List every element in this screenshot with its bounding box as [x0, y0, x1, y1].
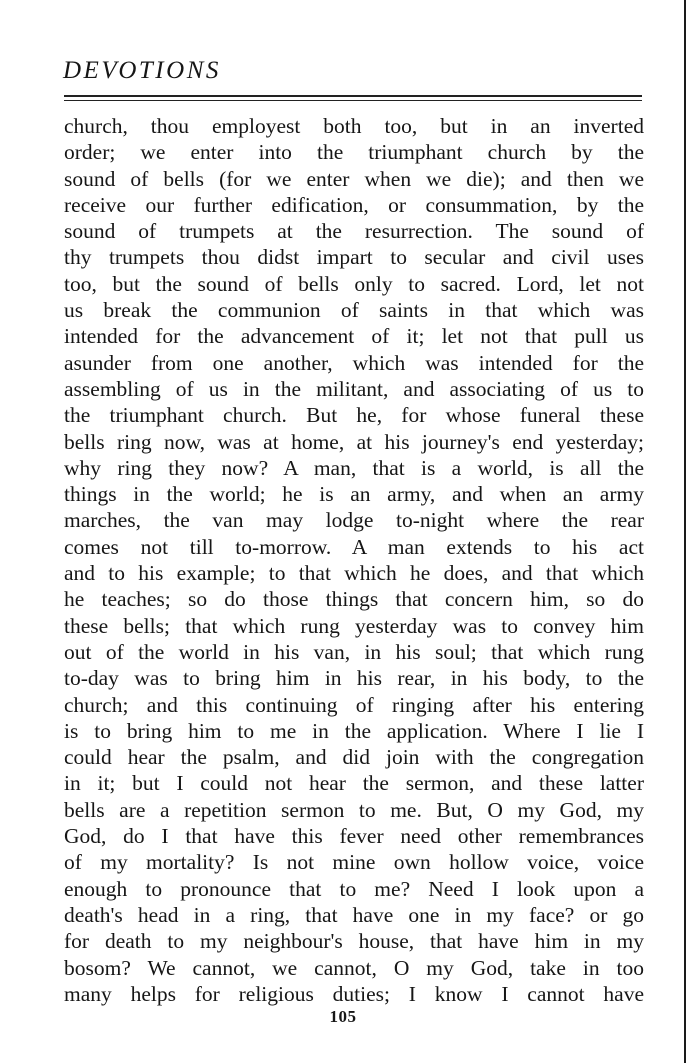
body-text	[64, 113, 644, 1007]
text-line: why ring they now? A man, that is a world, is all the	[64, 455, 644, 480]
header-rule-bottom	[64, 100, 642, 101]
text-line: order; we enter into the triumphant church by the	[64, 140, 644, 165]
text-line: assembling of us in the militant, and associating of us to	[64, 376, 644, 401]
text-line: sound of trumpets at the resurrection. The sound of	[64, 219, 644, 244]
text-line: enough to pronounce that to me? Need I look upon a	[64, 876, 644, 901]
text-line: these bells; that which rung yesterday was to convey him	[64, 613, 644, 638]
text-line: death's head in a ring, that have one in my face? or go	[64, 902, 644, 927]
text-line: for death to my neighbour's house, that have him in my	[64, 929, 644, 954]
text-line: church; and this continuing of ringing after his entering	[64, 692, 644, 717]
text-line: sound of bells (for we enter when we die); and then we	[64, 166, 644, 191]
header-rule-top	[64, 95, 642, 97]
text-line: thy trumpets thou didst impart to secular and civil uses	[64, 245, 644, 270]
text-line: bells are a repetition sermon to me. But, O my God, my	[64, 797, 644, 822]
text-line: bells ring now, was at home, at his journey's end yesterday;	[64, 429, 644, 454]
text-line: comes not till to-morrow. A man extends to his act	[64, 534, 644, 559]
text-line: bosom? We cannot, we cannot, O my God, take in too	[64, 955, 644, 980]
text-line: receive our further edification, or consummation, by the	[64, 192, 644, 217]
text-line: asunder from one another, which was intended for the	[64, 350, 644, 375]
text-line: many helps for religious duties; I know I cannot have	[64, 981, 644, 1006]
text-line: marches, the van may lodge to-night where the rear	[64, 508, 644, 533]
text-line: too, but the sound of bells only to sacred. Lord, let not	[64, 271, 644, 296]
text-line: out of the world in his van, in his soul; that which rung	[64, 639, 644, 664]
text-line: and to his example; to that which he does, and that which	[64, 561, 644, 586]
text-line: of my mortality? Is not mine own hollow voice, voice	[64, 850, 644, 875]
text-line: could hear the psalm, and did join with the congregation	[64, 745, 644, 770]
text-line: the triumphant church. But he, for whose funeral these	[64, 403, 644, 428]
text-line: church, thou employest both too, but in an inverted	[64, 114, 644, 138]
text-line: intended for the advancement of it; let not that pull us	[64, 324, 644, 349]
text-line: things in the world; he is an army, and when an army	[64, 482, 644, 507]
text-line: to-day was to bring him in his rear, in his body, to the	[64, 666, 644, 691]
text-line: he teaches; so do those things that concern him, so do	[64, 587, 644, 612]
text-line: is to bring him to me in the application. Where I lie I	[64, 718, 644, 743]
text-line: God, do I that have this fever need other remembrances	[64, 824, 644, 849]
text-line: us break the communion of saints in that which was	[64, 298, 644, 323]
text-line: in it; but I could not hear the sermon, and these latter	[64, 771, 644, 796]
running-head: DEVOTIONS	[63, 57, 221, 84]
page-number: 105	[329, 1007, 357, 1026]
